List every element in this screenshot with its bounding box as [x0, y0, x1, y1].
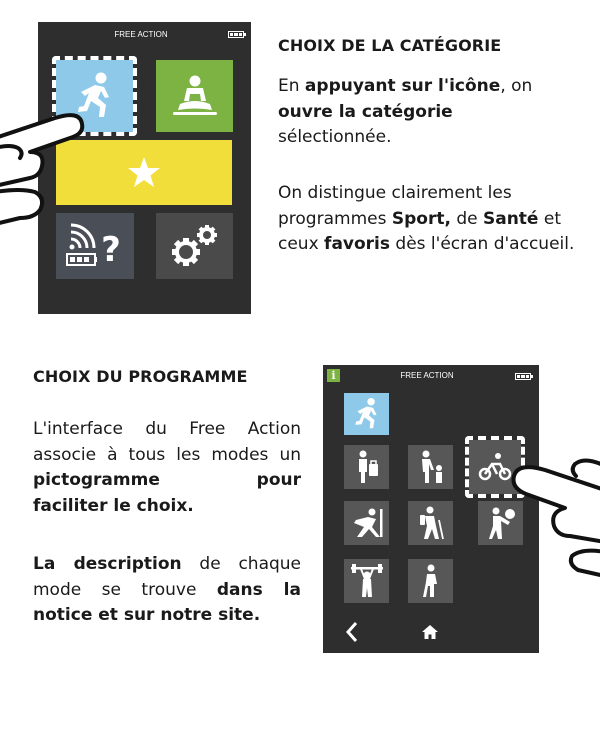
home-icon[interactable]: [421, 624, 439, 640]
paragraph-description: [33, 552, 301, 629]
text-bold: ouvre la catégorie: [278, 101, 453, 122]
text: de: [450, 208, 483, 229]
gears-icon: [167, 222, 223, 270]
heading-choix-categorie: CHOIX DE LA CATÉGORIE: [278, 36, 502, 55]
back-chevron-icon[interactable]: [345, 621, 359, 643]
text: dès l'écran d'accueil.: [390, 234, 575, 254]
text-line: [33, 578, 301, 604]
text: , on: [500, 76, 533, 96]
meditation-icon: [170, 74, 220, 118]
paragraph-interface: [33, 417, 301, 519]
screen-title: FREE ACTION: [400, 371, 454, 380]
running-person-icon: [352, 397, 382, 431]
mode-tile[interactable]: [344, 445, 389, 489]
mode-tile[interactable]: [344, 501, 389, 545]
walking-icon: [419, 564, 443, 598]
text-line: associe à tous les modes un: [33, 444, 301, 465]
stretching-icon: [350, 507, 384, 539]
text-bold: La description: [33, 554, 182, 574]
mode-tile[interactable]: [408, 445, 453, 489]
text-bold: appuyant sur l'icône: [304, 76, 501, 96]
text-bold: favoris: [324, 234, 391, 254]
category-sante-tile[interactable]: [156, 60, 233, 132]
mode-tile[interactable]: [408, 559, 453, 603]
battery-icon: [228, 31, 244, 38]
text-line-bold: faciliter le choix.: [33, 495, 194, 516]
text-line: L'interface du Free Action: [33, 419, 301, 439]
text-bold: Santé: [482, 208, 539, 229]
text: On distingue clairement les programmes: [278, 183, 512, 229]
mode-tile[interactable]: [344, 559, 389, 603]
text: mode se trouve: [33, 579, 217, 600]
text-line-bold: pictogramme pour: [33, 470, 301, 490]
text-bold: dans la: [216, 579, 301, 600]
text-bold: Sport,: [391, 208, 451, 229]
svg-text:?: ?: [101, 230, 121, 269]
battery-icon: [515, 373, 531, 380]
category-reglages-tile[interactable]: [156, 213, 233, 279]
text-line: [33, 552, 301, 578]
screen-title: FREE ACTION: [114, 30, 168, 39]
heading-choix-programme: CHOIX DU PROGRAMME: [33, 367, 248, 386]
person-with-bag-icon: [354, 450, 380, 484]
pointing-hand-icon: [490, 430, 600, 580]
star-icon: [127, 156, 161, 189]
pointing-hand-icon: [0, 100, 95, 240]
paragraph-categories: [278, 181, 578, 258]
paragraph-appui-icone: [278, 74, 578, 151]
text: et ceux: [278, 208, 561, 254]
text: de chaque: [181, 554, 302, 574]
mode-running-tile[interactable]: [344, 393, 389, 435]
mode-tile[interactable]: [408, 501, 453, 545]
text: En: [278, 76, 305, 96]
text-line-bold: notice et sur notre site.: [33, 605, 261, 625]
hiking-icon: [417, 506, 445, 540]
text: sélectionnée.: [278, 127, 392, 147]
person-with-child-icon: [416, 450, 446, 484]
info-icon[interactable]: i: [327, 369, 340, 382]
weightlifting-icon: [350, 564, 384, 598]
